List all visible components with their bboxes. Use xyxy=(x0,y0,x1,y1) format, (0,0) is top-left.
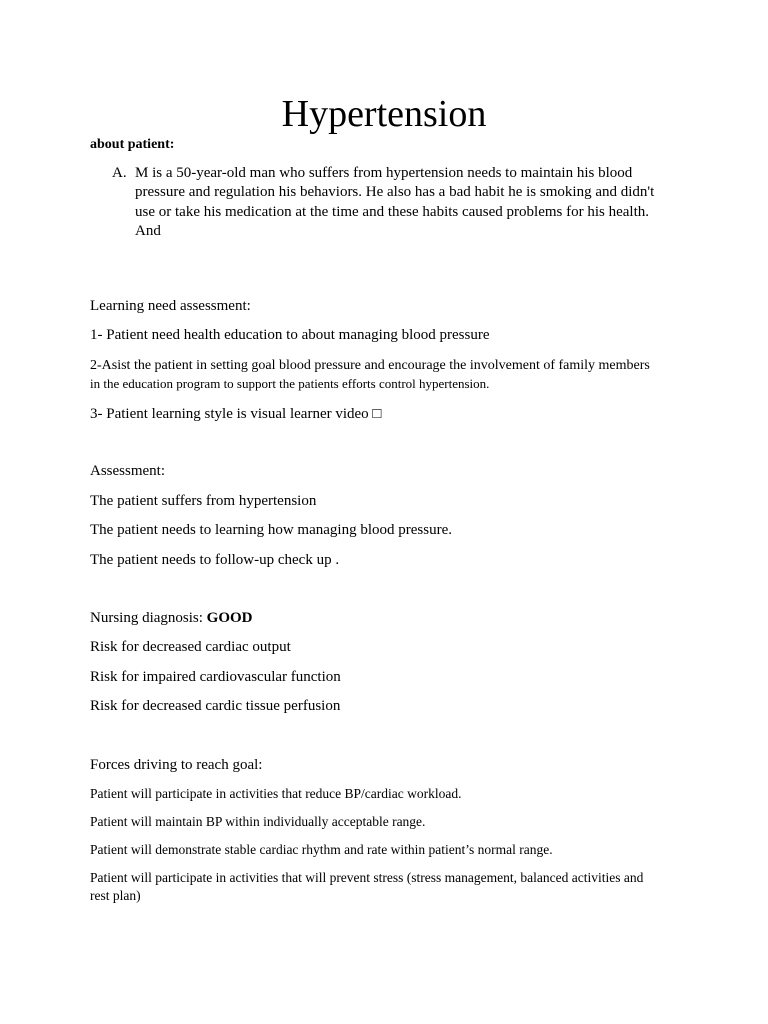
forces-heading: Forces driving to reach goal: xyxy=(90,757,263,773)
diagnosis-line: Risk for decreased cardiac output xyxy=(90,639,291,655)
learning-heading: Learning need assessment: xyxy=(90,298,251,314)
diagnosis-line: Risk for decreased cardic tissue perfusion xyxy=(90,698,341,714)
text-line: use or take his medication at the time and these habits caused problems for his health. xyxy=(135,203,650,220)
text-line: in the education program to support the patients efforts control hypertension. xyxy=(90,376,490,391)
nursing-heading-label: Nursing diagnosis: xyxy=(90,610,207,626)
nursing-heading-emphasis: GOOD xyxy=(206,610,253,626)
list-item-body xyxy=(135,164,672,241)
list-marker: A. xyxy=(112,165,127,181)
text-line: rest plan) xyxy=(90,888,141,903)
list-item-a xyxy=(112,164,672,241)
goal-line-multi xyxy=(90,869,680,905)
assessment-line: The patient needs to follow-up check up . xyxy=(90,552,340,568)
diagnosis-line: Risk for impaired cardiovascular function xyxy=(90,669,341,685)
assessment-line: The patient suffers from hypertension xyxy=(90,493,317,509)
text-line: M is a 50-year-old man who suffers from hypertension needs to maintain his blood xyxy=(135,165,633,181)
goal-line: Patient will demonstrate stable cardiac rhythm and rate within patient’s normal range. xyxy=(90,842,553,857)
text-line: And xyxy=(135,222,161,239)
assessment-line: The patient needs to learning how managing blood pressure. xyxy=(90,522,452,538)
goal-line: Patient will participate in activities that reduce BP/cardiac workload. xyxy=(90,786,462,801)
text-line: pressure and regulation his behaviors. He also has a bad habit he is smoking and didn't xyxy=(135,184,655,201)
text-line: 2-Asist the patient in setting goal blood pressure and encourage the involvement of family members xyxy=(90,358,650,373)
text-line: Patient will participate in activities that will prevent stress (stress management, balanced activities and xyxy=(90,870,644,885)
goal-line: Patient will maintain BP within individually acceptable range. xyxy=(90,814,426,829)
assessment-heading: Assessment: xyxy=(90,463,165,479)
learning-item-1: 1- Patient need health education to about managing blood pressure xyxy=(90,327,490,343)
learning-item-3: 3- Patient learning style is visual learner video □ xyxy=(90,406,382,422)
about-heading: about patient: xyxy=(90,137,175,152)
nursing-diagnosis-heading xyxy=(90,609,253,628)
page-title: Hypertension xyxy=(281,93,487,135)
learning-item-2 xyxy=(90,357,680,393)
